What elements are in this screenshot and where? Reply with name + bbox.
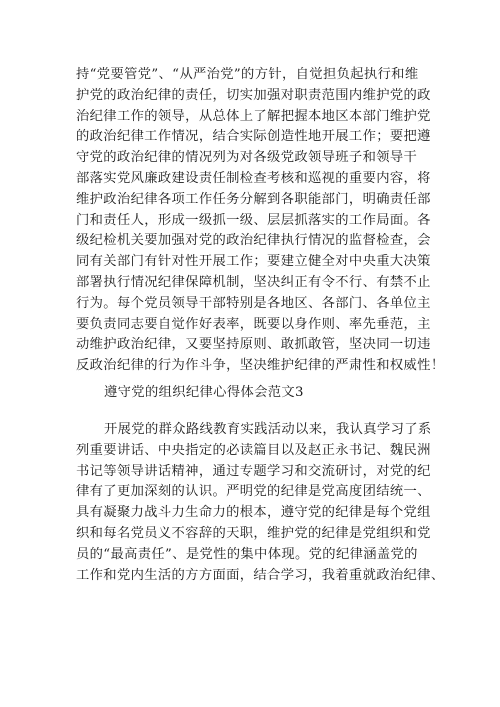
section-heading: 遵守党的组织纪律心得体会范文3: [104, 385, 304, 400]
text-line: 要负责同志要自觉作好表率，既要以身作则、率先垂范，主: [76, 316, 431, 332]
text-line: 维护政治纪律各项工作任务分解到各职能部门，明确责任部: [76, 191, 431, 207]
text-line: 同有关部门有针对性开展工作；要建立健全对中央重大决策: [76, 254, 431, 270]
text-line: 书记等领导讲话精神，通过专题学习和交流研讨，对党的纪: [76, 463, 431, 479]
text-line: 织和每名党员义不容辞的天职，维护党的纪律是党组织和党: [76, 526, 431, 541]
text-line: 开展党的群众路线教育实践活动以来，我认真学习了系: [104, 422, 432, 437]
text-line: 工作和党内生活的方方面面，结合学习，我着重就政治纪律、: [76, 567, 445, 583]
text-line: 持“党要管党”、“从严治党”的方针，自觉担负起执行和维: [76, 67, 419, 82]
text-line: 员的“最高责任”、是党性的集中体现。党的纪律涵盖党的: [76, 546, 418, 562]
text-line: 具有凝聚力战斗力生命力的根本，遵守党的纪律是每个党组: [76, 505, 431, 521]
text-line: 门和责任人，形成一级抓一级、层层抓落实的工作局面。各: [76, 212, 431, 228]
text-line: 级纪检机关要加强对党的政治纪律执行情况的监督检查，会: [76, 233, 431, 249]
text-line: 守党的政治纪律的情况列为对各级党政领导班子和领导干: [76, 150, 418, 166]
text-line: 反政治纪律的行为作斗争，坚决维护纪律的严肃性和权威性！: [76, 358, 445, 374]
text-line: 动维护政治纪律，又要坚持原则、敢抓敢管，坚决同一切违: [76, 337, 431, 353]
text-line: 的政治纪律工作情况，结合实际创造性地开展工作；要把遵: [76, 129, 431, 145]
text-line: 行为。每个党员领导干部特别是各地区、各部门、各单位主: [76, 295, 431, 311]
text-line: 律有了更加深刻的认识。严明党的纪律是党高度团结统一、: [76, 484, 431, 500]
text-line: 部落实党风廉政建设责任制检查考核和巡视的重要内容，将: [76, 171, 431, 186]
text-line: 护党的政治纪律的责任，切实加强对职责范围内维护党的政: [76, 87, 431, 103]
text-line: 列重要讲话、中央指定的必读篇目以及赵正永书记、魏民洲: [76, 442, 431, 458]
text-line: 部署执行情况纪律保障机制，坚决纠正有令不行、有禁不止: [76, 275, 431, 290]
text-line: 治纪律工作的领导，从总体上了解把握本地区本部门维护党: [76, 108, 431, 124]
